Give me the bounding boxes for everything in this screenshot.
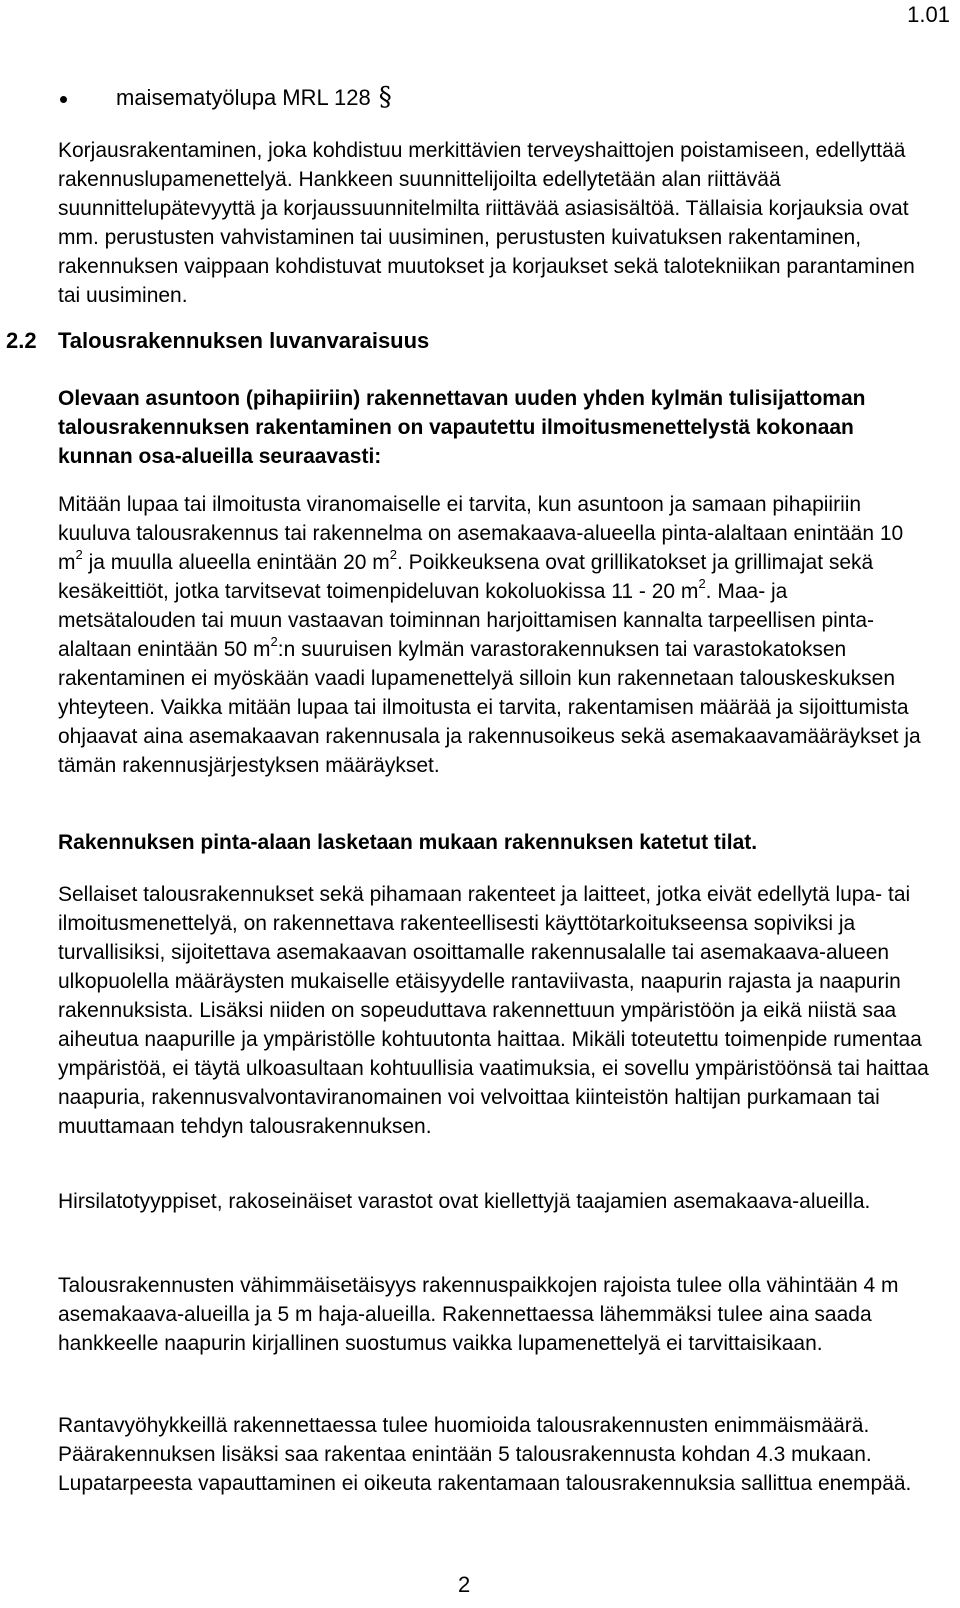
- bullet-item-text: [116, 82, 392, 113]
- page-number: 2: [458, 1572, 471, 1597]
- paragraph-log-barns: Hirsilatotyyppiset, rakoseinäiset varastot ovat kiellettyjä taajamien asemakaava-alueilla.: [58, 1190, 871, 1213]
- bullet-item: [60, 82, 920, 116]
- text-segment: Mitään lupaa tai ilmoitusta viranomaiselle ei tarvita, kun asuntoon ja samaan pihapiiriin kuuluva talousrakennus tai rakennelma on asemakaava-alueella pinta-alaltaan enintään 10 m: [58, 493, 904, 574]
- section-title: Talousrakennuksen luvanvaraisuus: [58, 328, 430, 353]
- paragraph-repair-construction: Korjausrakentaminen, joka kohdistuu merkittävien terveyshaittojen poistamiseen, edellyttää rakennuslupamenettelyä. Hankkeen suunnittelijoilta edellytetään alan riittävää suunnittelupätevyyttä ja korjaussuunnitelmilta riittävää asiasisältöä. Tällaisia korjauksia ovat mm. perustusten vahvistaminen tai uusiminen, perustusten kuivatuksen rakentaminen, rakennuksen vaippaan kohdistuvat muutokset ja korjaukset sekä talotekniikan parantaminen tai uusiminen.: [58, 139, 915, 307]
- text-segment: . Poikkeuksena ovat grillikatokset ja grillimajat sekä kesäkeittiöt, jotka tarvitsevat toimenpideluvan kokoluokissa 11 - 20 m: [58, 551, 874, 603]
- superscript: 2: [75, 547, 83, 562]
- paragraph-shore-zones: Rantavyöhykkeillä rakennettaessa tulee huomioida talousrakennusten enimmäismäärä. Päärakennuksen lisäksi saa rakentaa enintään 5 talousrakennusta kohdan 4.3 mukaan. Lupatarpeesta vapauttaminen ei oikeuta rakentamaan talousrakennuksia sallittua enempää.: [58, 1414, 912, 1495]
- paragraph-bold-intro: Olevaan asuntoon (pihapiiriin) rakennettavan uuden yhden kylmän tulisijattoman talousrakennuksen rakentaminen on vapautettu ilmoitusmenettelystä kokonaan kunnan osa-alueilla seuraavasti:: [58, 387, 866, 468]
- paragraph-minimum-distance: Talousrakennusten vähimmäisetäisyys rakennuspaikkojen rajoista tulee olla vähintään 4 m asemakaava-alueilla ja 5 m haja-alueilla. Rakennettaessa lähemmäksi tulee aina saada hankkeelle naapurin kirjallinen suostumus vaikka lupamenettelyä ei tarvittaisikaan.: [58, 1274, 899, 1355]
- bullet-text-label: maisematyölupa MRL 128: [116, 85, 371, 110]
- superscript: 2: [698, 576, 706, 591]
- paragraph-permit-exemption: [58, 490, 930, 780]
- text-segment: :n suuruisen kylmän varastorakennuksen tai varastokatoksen rakentaminen ei myöskään vaadi lupamenettelyä silloin kun rakennetaan talouskeskuksen yhteyteen. Vaikka mitään lupaa tai ilmoitusta ei tarvita, rakentamisen määrää ja sijoittumista ohjaavat aina asemakaavan rakennusala ja rakennusoikeus sekä asemakaavamääräykset ja tämän rakennusjärjestyksen määräykset.: [58, 638, 921, 777]
- section-number: 2.2: [6, 328, 37, 353]
- page-reference: 1.01: [907, 2, 950, 27]
- section-heading: [6, 326, 906, 356]
- bullet-dot-icon: [60, 96, 67, 103]
- text-segment: ja muulla alueella enintään 20 m: [82, 551, 390, 574]
- superscript: 2: [389, 547, 398, 562]
- section-mark: §: [378, 82, 392, 112]
- paragraph-bold-area-rule: Rakennuksen pinta-alaan lasketaan mukaan rakennuksen katetut tilat.: [58, 831, 758, 854]
- paragraph-placement-rules: Sellaiset talousrakennukset sekä pihamaan rakenteet ja laitteet, jotka eivät edellytä lupa- tai ilmoitusmenettelyä, on rakennettava rakenteellisesti käyttötarkoitukseensa sopiviksi ja turvallisiksi, sijoitettava asemakaavan osoittamalle rakennusalalle tai asemakaava-alueen ulkopuolella määräysten mukaiselle etäisyydelle rantaviivasta, naapurin rajasta ja naapurin rakennuksista. Lisäksi niiden on sopeuduttava rakennettuun ympäristöön ja eikä niistä saa aiheutua naapurille ja ympäristölle kohtuutonta haittaa. Mikäli toteutettu toimenpide rumentaa ympäristöä, ei täytä ulkoasultaan kohtuullisia vaatimuksia, ei sovellu ympäristöönsä tai haittaa naapuria, rakennusvalvontaviranomainen voi velvoittaa kiinteistön haltijan purkamaan tai muuttamaan tehdyn talousrakennuksen.: [58, 883, 929, 1138]
- text-segment: . Maa- ja metsätalouden tai muun vastaavan toiminnan harjoittamisen kannalta tarpeellisen pinta-alaltaan enintään 50 m: [58, 580, 874, 661]
- superscript: 2: [270, 634, 278, 649]
